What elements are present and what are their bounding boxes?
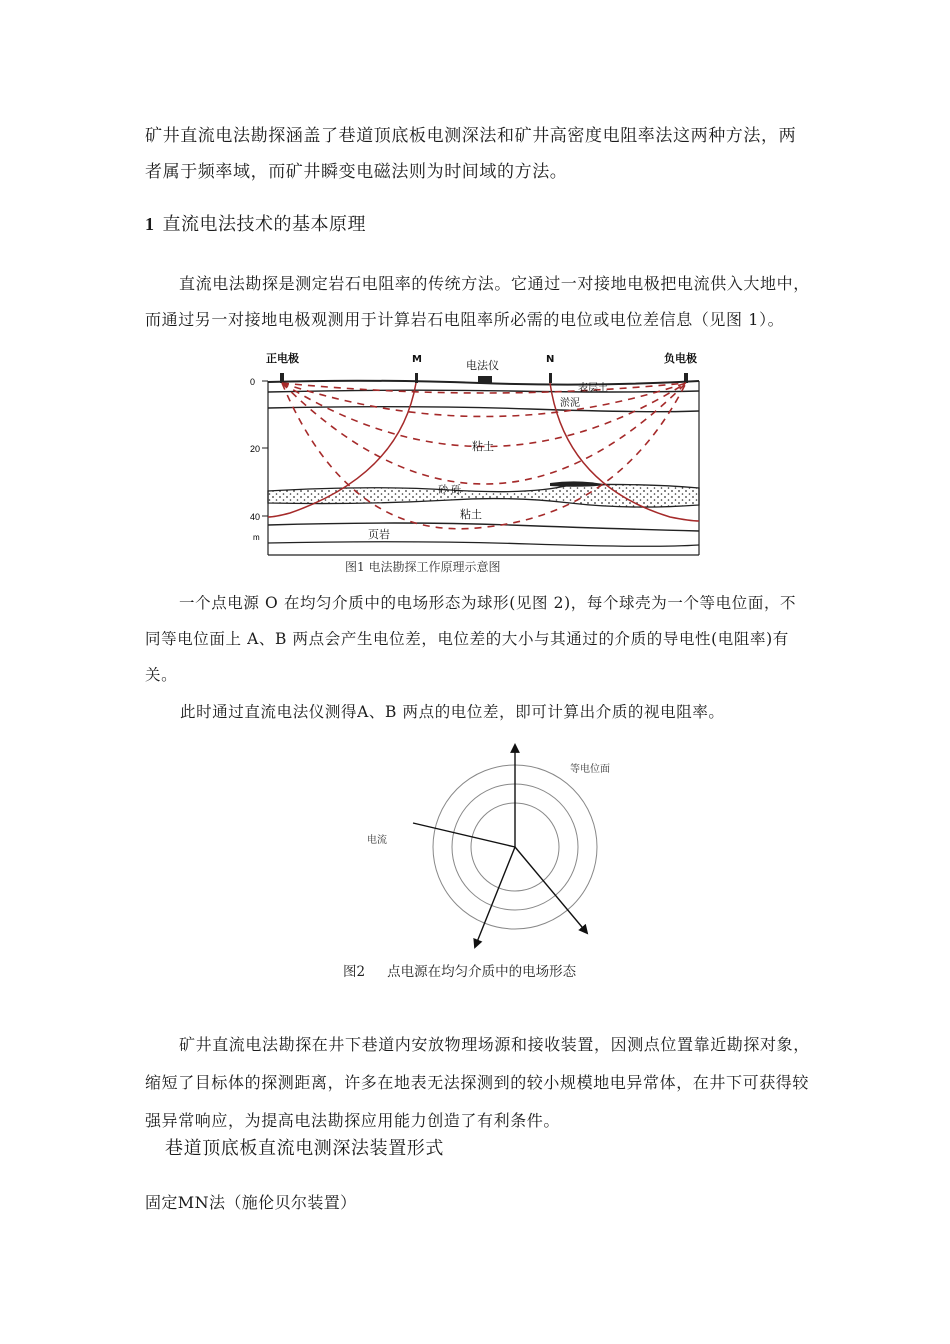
depth-label-40: 40	[250, 512, 261, 522]
section-title: 直流电法技术的基本原理	[162, 214, 366, 235]
topsoil-boundary	[268, 390, 699, 392]
figure-2-number: 图2	[343, 964, 366, 980]
clay2-boundary	[268, 523, 699, 531]
label-shale: 页岩	[368, 528, 390, 541]
figure-2-title: 点电源在均匀介质中的电场形态	[387, 964, 577, 980]
current-line-4	[282, 383, 686, 484]
label-positive-electrode: 正电极	[266, 352, 299, 365]
label-m: M	[412, 354, 422, 365]
section-number: 1	[145, 214, 155, 234]
depth-label-0: 0	[250, 377, 256, 387]
principle-text: 直流电法勘探是测定岩石电阻率的传统方法。它通过一对接地电极把电流供入大地中，而通过另一对接地电极观测用于计算岩石电阻率所必需的电位或电位差信息（见图 1）。	[145, 274, 810, 329]
intro-paragraph: 矿井直流电法勘探涵盖了巷道顶底板电测深法和矿井高密度电阻率法这两种方法，两者属于频率域，而矿井瞬变电磁法则为时间域的方法。	[145, 126, 797, 182]
positive-electrode	[280, 373, 284, 383]
instrument-box	[478, 376, 492, 383]
n-electrode	[549, 373, 552, 383]
label-negative-electrode: 负电极	[664, 352, 697, 365]
figure-2-diagram	[355, 735, 615, 960]
label-clay1: 粘土	[472, 440, 494, 453]
label-sand: 砂 砾	[438, 485, 462, 496]
figure-2-caption	[343, 960, 576, 980]
current-arrow-left	[413, 823, 515, 847]
figure-1-diagram	[250, 345, 710, 560]
mine-exploration-paragraph	[145, 1026, 810, 1140]
section-heading	[145, 210, 366, 236]
subsection-heading: 巷道顶底板直流电测深法装置形式	[165, 1138, 444, 1159]
mine-exploration-text: 矿井直流电法勘探在井下巷道内安放物理场源和接收装置，因测点位置靠近勘探对象，缩短了目标体的探测距离，许多在地表无法探测到的较小规模地电异常体，在井下可获得较强异常响应，为提高电法勘探应用能力创造了有利条件。	[145, 1035, 810, 1130]
label-instrument: 电法仪	[466, 359, 499, 372]
method-paragraph: 固定MN法（施伦贝尔装置）	[145, 1193, 357, 1212]
point-source-paragraph	[145, 585, 810, 693]
negative-electrode	[684, 373, 688, 383]
depth-label-20: 20	[250, 444, 261, 454]
point-source-text: 一个点电源 O 在均匀介质中的电场形态为球形(见图 2)，每个球壳为一个等电位面，不同等电位面上 A、B 两点会产生电位差，电位差的大小与其通过的介质的导电性(电阻率)有关。	[145, 594, 797, 684]
principle-paragraph	[145, 266, 810, 338]
sand-layer	[268, 484, 699, 507]
apparent-resistivity-paragraph: 此时通过直流电法仪测得A、B 两点的电位差，即可计算出介质的视电阻率。	[180, 703, 725, 721]
label-equipotential: 等电位面	[570, 764, 610, 775]
m-electrode	[415, 373, 418, 383]
label-silt: 淤泥	[560, 398, 580, 409]
label-topsoil: 表层土	[578, 383, 608, 394]
label-clay2: 粘土	[460, 508, 482, 521]
depth-unit: m	[253, 533, 260, 542]
shale-boundary	[268, 542, 699, 547]
label-current: 电流	[367, 835, 387, 846]
current-arrow-down-left	[475, 847, 515, 947]
figure-1-caption: 图1 电法勘探工作原理示意图	[345, 560, 501, 574]
label-n: N	[546, 354, 555, 365]
